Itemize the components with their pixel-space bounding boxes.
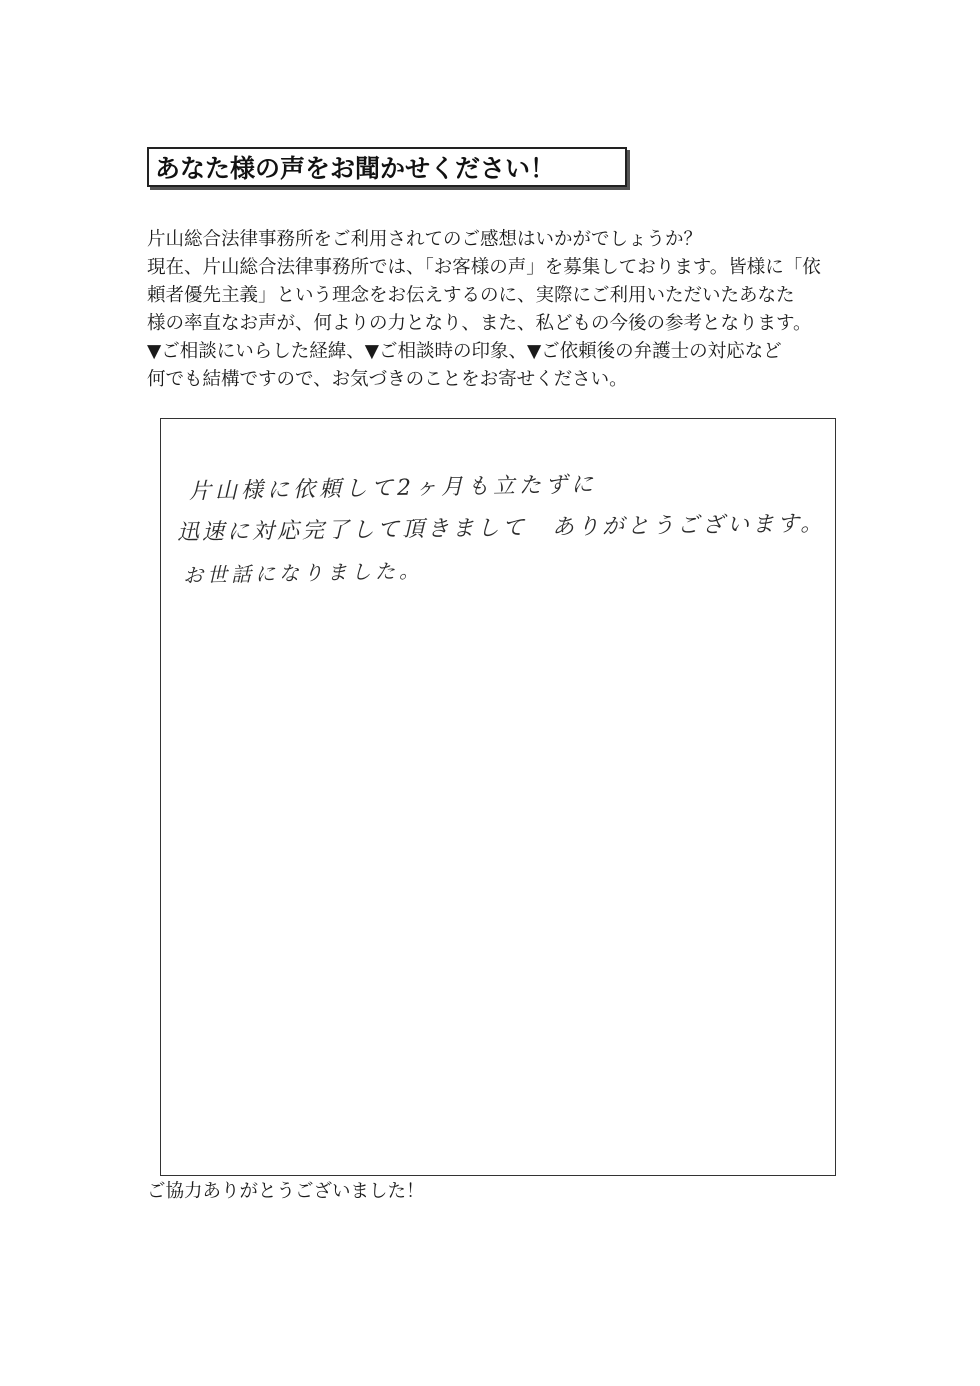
intro-line: 片山総合法律事務所をご利用されてのご感想はいかがでしょうか？	[147, 229, 703, 250]
handwritten-line: 片山様に依頼して2ヶ月も立たずに	[188, 472, 598, 505]
intro-paragraph	[147, 226, 867, 394]
intro-line: 頼者優先主義」という理念をお伝えするのに、実際にご利用いただいたあなた	[147, 285, 795, 306]
handwritten-line: お世話になりました。	[182, 558, 424, 588]
handwritten-line: 迅速に対応完了して頂きまして ありがとうございます。	[176, 511, 826, 546]
intro-line: 現在、片山総合法律事務所では、「お客様の声」を募集しております。皆様に「依	[147, 257, 821, 278]
intro-line: 何でも結構ですので、お気づきのことをお寄せください。	[147, 369, 628, 390]
answer-box	[160, 418, 836, 1176]
title-box	[147, 147, 627, 187]
page-title: あなた様の声をお聞かせください！	[155, 154, 556, 183]
intro-line: 様の率直なお声が、何よりの力となり、また、私どもの今後の参考となります。	[147, 313, 812, 334]
closing-message: ご協力ありがとうございました！	[147, 1181, 425, 1202]
intro-line: ▼ご相談にいらした経緯、▼ご相談時の印象、▼ご依頼後の弁護士の対応など	[147, 341, 782, 362]
